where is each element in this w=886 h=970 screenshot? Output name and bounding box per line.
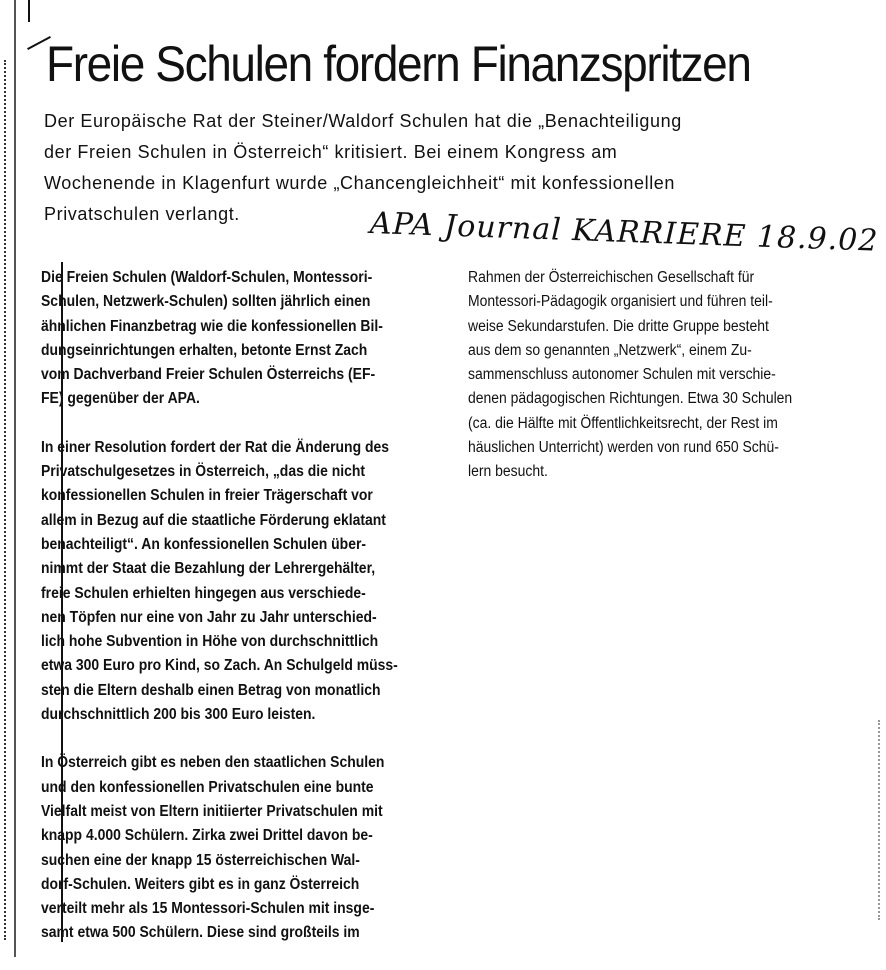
lead-line: Wochenende in Klagenfurt wurde „Chancengleichheit“ mit konfessionellen [44,173,676,193]
text-line: knapp 4.000 Schülern. Zirka zwei Drittel davon be- [41,827,373,845]
lead-line: Privatschulen verlangt. [44,204,240,224]
text-line: lern besucht. [468,463,548,481]
text-line: konfessionellen Schulen in freier Trägerschaft vor [41,487,373,505]
text-line: In einer Resolution fordert der Rat die Änderung des [41,438,390,456]
paragraph [41,436,439,728]
text-line: häuslichen Unterricht) werden von rund 650 Schü- [468,439,779,457]
article-column-right [468,266,873,509]
text-line: vom Dachverband Freier Schulen Österreichs (EF- [41,366,376,384]
text-line: (ca. die Hälfte mit Öffentlichkeitsrecht, der Rest im [468,414,778,432]
text-line: weise Sekundarstufen. Die dritte Gruppe besteht [468,317,769,335]
text-line: Die Freien Schulen (Waldorf-Schulen, Montessori- [41,269,373,286]
scan-top-mark [28,0,30,22]
article-headline: Freie Schulen fordern Finanzspritzen [46,36,751,92]
text-line: sammenschluss autonomer Schulen mit verschie- [468,366,776,384]
handwritten-source-note: APA Journal KARRIERE 18.9.02 [369,206,880,259]
text-line: aus dem so genannten „Netzwerk“, einem Zu- [468,341,752,359]
text-line: etwa 300 Euro pro Kind, so Zach. An Schulgeld müss- [41,657,398,675]
paragraph [468,266,873,485]
text-line: dungseinrichtungen erhalten, betonte Ernst Zach [41,341,368,359]
scan-edge-line [14,0,16,957]
text-line: nimmt der Staat die Bezahlung der Lehrergehälter, [41,560,376,578]
text-line: Montessori-Pädagogik organisiert und führen teil- [468,293,773,311]
text-line: dorf-Schulen. Weiters gibt es in ganz Österreich [41,875,360,893]
text-line: sten die Eltern deshalb einen Betrag von monatlich [41,681,381,699]
text-line: benachteiligt“. An konfessionellen Schulen über- [41,535,367,553]
text-line: ähnlichen Finanzbetrag wie die konfessionellen Bil- [41,317,383,335]
text-line: Rahmen der Österreichischen Gesellschaft für [468,269,755,286]
text-line: lich hohe Subvention in Höhe von durchschnittlich [41,633,379,651]
text-line: nen Töpfen nur eine von Jahr zu Jahr unterschied- [41,608,377,626]
text-line: In Österreich gibt es neben den staatlichen Schulen [41,754,385,772]
lead-line: Der Europäische Rat der Steiner/Waldorf Schulen hat die „Benachteiligung [44,111,682,131]
text-line: freie Schulen erhielten hingegen aus verschiede- [41,584,366,602]
text-line: allem in Bezug auf die staatliche Förderung eklatant [41,511,386,529]
scan-dotted-margin [4,60,6,940]
text-line: denen pädagogischen Richtungen. Etwa 30 Schulen [468,390,793,408]
text-line: Vielfalt meist von Eltern initiierter Privatschulen mit [41,802,383,820]
text-line: FE) gegenüber der APA. [41,390,200,408]
paragraph [41,751,439,945]
text-line: durchschnittlich 200 bis 300 Euro leisten. [41,706,316,724]
text-line: suchen eine der knapp 15 österreichischen Wal- [41,851,360,869]
text-line: Schulen, Netzwerk-Schulen) sollten jährlich einen [41,293,371,311]
text-line: verteilt mehr als 15 Montessori-Schulen mit insge- [41,900,375,918]
article-column-left [41,266,439,970]
text-line: Privatschulgesetzes in Österreich, „das die nicht [41,463,366,481]
text-line: samt etwa 500 Schülern. Diese sind großteils im [41,924,360,942]
lead-line: der Freien Schulen in Österreich“ kritisiert. Bei einem Kongress am [44,142,618,162]
scan-dotted-right [878,720,880,920]
text-line: und den konfessionellen Privatschulen eine bunte [41,778,374,796]
paragraph [41,266,439,412]
